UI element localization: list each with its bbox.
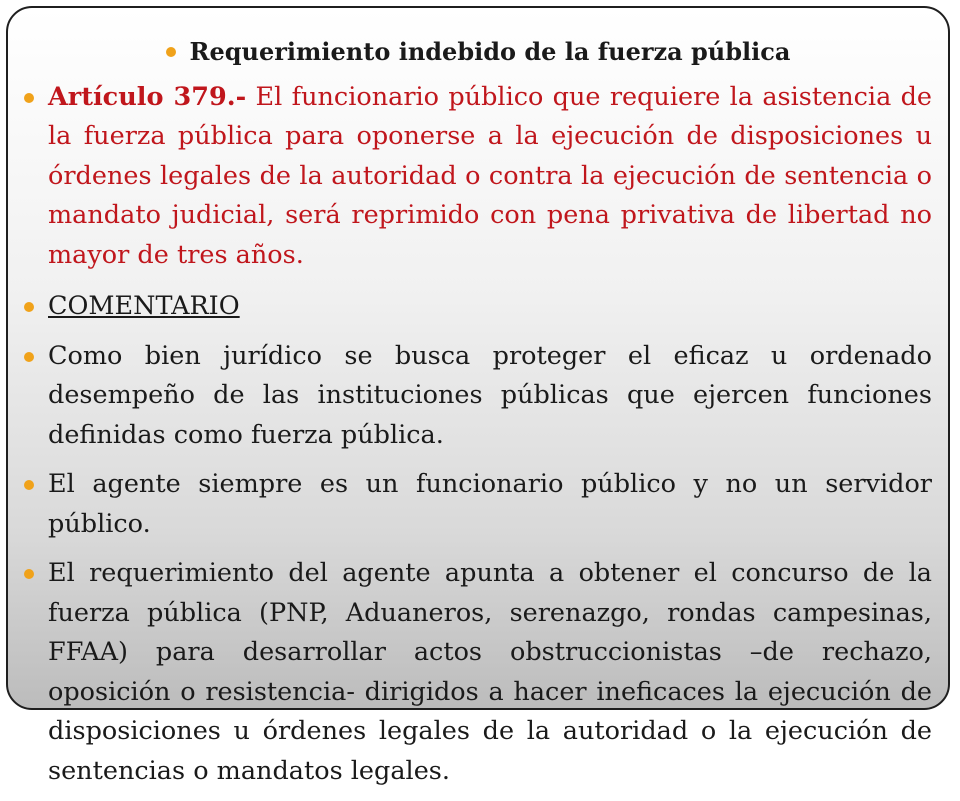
article-379-item <box>22 78 932 276</box>
comment-heading: COMENTARIO <box>48 291 240 321</box>
comment-heading-item <box>22 287 932 327</box>
slide-title: Requerimiento indebido de la fuerza pública <box>164 32 791 72</box>
paragraph-agente <box>22 465 932 544</box>
paragraph-bien-juridico <box>22 337 932 456</box>
paragraph-text: Como bien jurídico se busca proteger el eficaz u ordenado desempeño de las instituciones públicas que ejercen funciones definidas como fuerza pública. <box>48 340 932 450</box>
paragraph-text: El agente siempre es un funcionario público y no un servidor público. <box>48 469 932 539</box>
article-text: El funcionario público que requiere la asistencia de la fuerza pública para oponerse a la ejecución de disposiciones u órdenes legales de la autoridad o contra la ejecución de sentencia o mandato judicial, será reprimido con pena privativa de libertad no mayor de tres años. <box>48 81 933 270</box>
slide-content <box>22 32 932 801</box>
article-label: Artículo 379.- <box>48 81 247 112</box>
paragraph-text: El requerimiento del agente apunta a obtener el concurso de la fuerza pública (PNP, Aduaneros, serenazgo, rondas campesinas, FFAA) para desarrollar actos obstruccionistas –de rechazo, oposición o resistencia- dirigidos a hacer ineficaces la ejecución de disposiciones u órdenes legales de la autoridad o la ejecución de sentencias o mandatos legales. <box>48 558 932 786</box>
paragraph-requerimiento <box>22 554 932 791</box>
slide-frame <box>6 6 950 786</box>
slide-title-item <box>22 32 932 72</box>
